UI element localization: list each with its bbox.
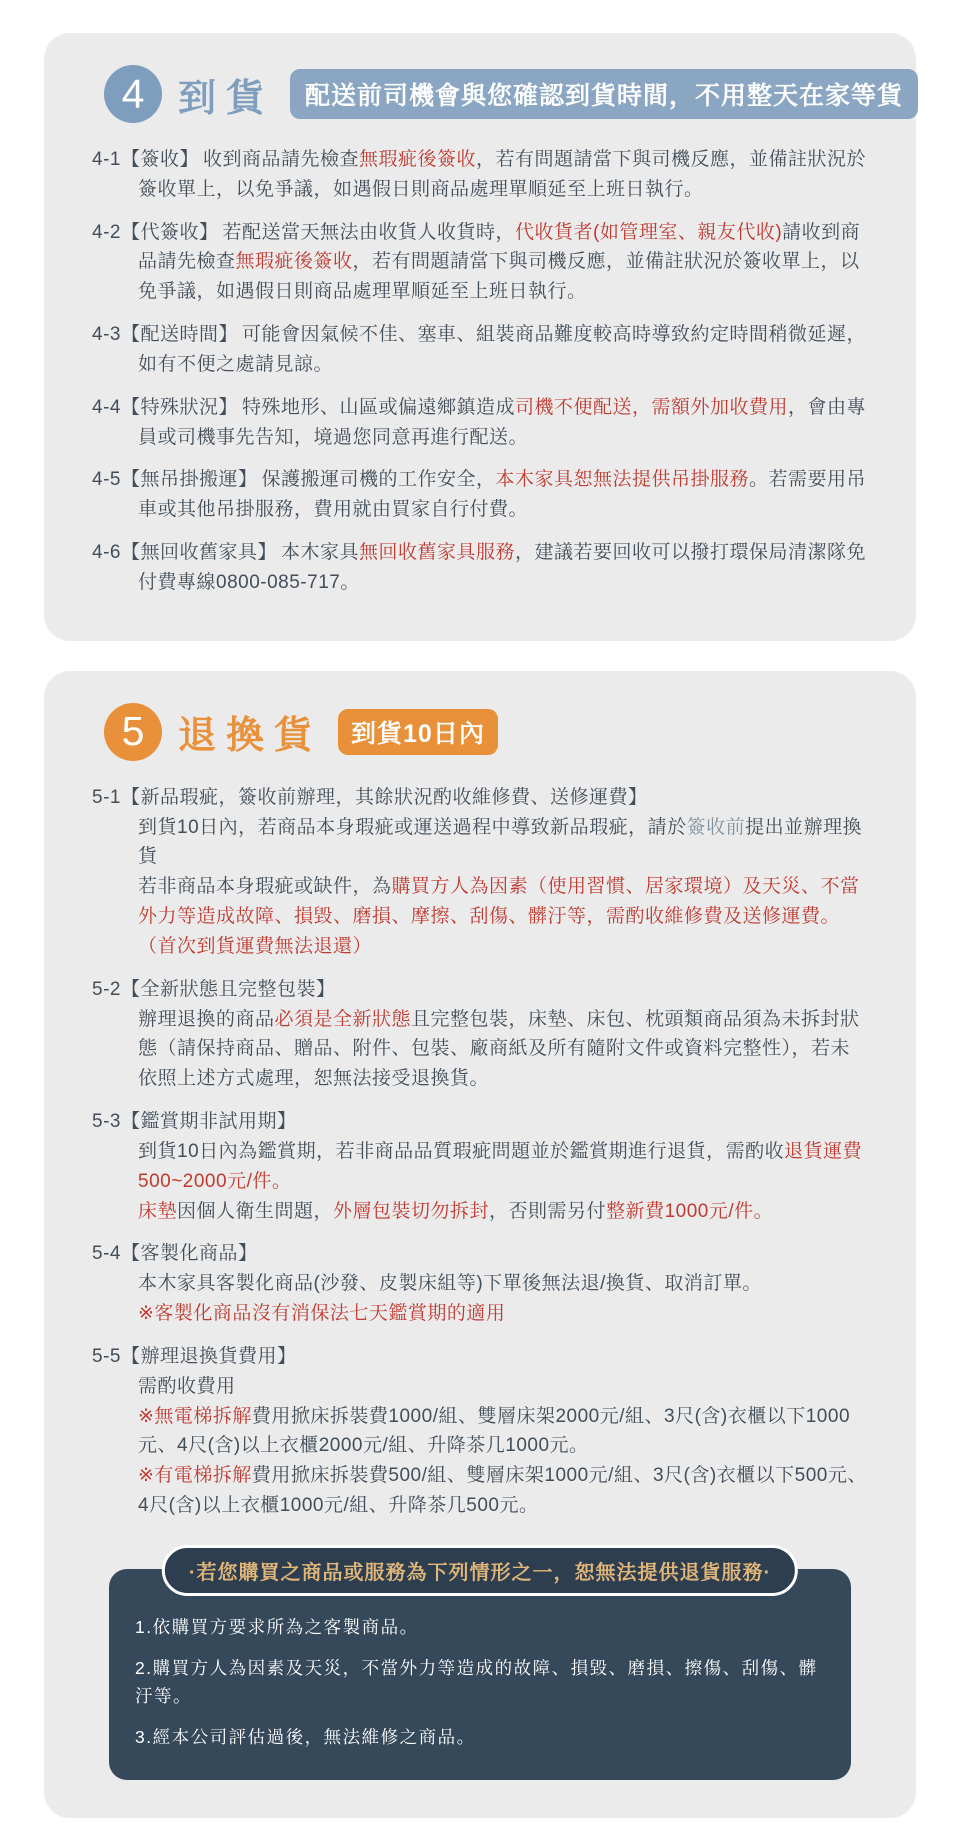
text-segment: 費用掀床拆裝費1000/組、雙層床架2000元/組、3尺(含)衣櫃以下1000元、4尺(含)以上衣櫃2000元/組、升降茶几1000元。	[138, 1405, 851, 1457]
highlighted-text: 必須是全新狀態	[274, 1008, 412, 1030]
policy-item-heading	[92, 1239, 868, 1269]
highlighted-text: 購買方人為因素（使用習慣、居家環境）及天災、不當外力等造成故障、損毀、磨損、摩擦、刮傷、髒汙等，需酌收維修費及送修運費。	[138, 876, 860, 928]
policy-item-5-2	[92, 975, 868, 1094]
policy-item-paragraph	[138, 872, 868, 932]
text-segment: ，建議若要回收可以撥打環保局清潔隊免付費專線0800-085-717。	[138, 542, 867, 593]
item-number: 4-3	[92, 324, 121, 346]
policy-item-paragraph	[138, 1269, 868, 1299]
item-number: 5-4	[92, 1243, 121, 1265]
notice-item: 2.購買方人為因素及天災，不當外力等造成的故障、損毀、磨損、擦傷、刮傷、髒汙等。	[135, 1657, 818, 1706]
item-label: 【客製化商品】	[120, 1243, 258, 1265]
item-number: 5-1	[92, 786, 121, 808]
item-number: 5-2	[92, 978, 121, 1000]
returns-items-list	[92, 783, 868, 1521]
text-segment: 到貨10日內為鑑賞期，若非商品品質瑕疵問題並於鑑賞期進行退貨，需酌收	[138, 1140, 785, 1162]
policy-item-4-3	[92, 320, 868, 380]
policy-item-heading	[92, 393, 868, 453]
item-number: 4-1	[92, 149, 121, 170]
section-title-returns: 退換貨	[178, 715, 323, 758]
policy-item-heading	[92, 975, 868, 1005]
policy-item-4-1	[92, 145, 868, 205]
delivery-items-list	[92, 145, 868, 598]
item-label: 【全新狀態且完整包裝】	[120, 978, 336, 1000]
policy-item-4-5	[92, 465, 868, 525]
highlighted-text: 無回收舊家具服務	[359, 542, 516, 564]
item-label: 【鑑賞期非試用期】	[120, 1111, 297, 1133]
policy-item-5-3	[92, 1107, 868, 1226]
section-number-badge: 5	[104, 703, 162, 761]
text-segment: 。若需要用吊車或其他吊掛服務，費用就由買家自行付費。	[138, 469, 867, 521]
policy-item-paragraph	[138, 1402, 868, 1462]
policy-item-paragraph	[138, 1137, 868, 1197]
highlighted-text: （首次到貨運費無法退還）	[138, 935, 373, 957]
text-segment: 特殊地形、山區或偏遠鄉鎮造成	[241, 396, 515, 418]
text-segment: 因個人衛生問題，	[177, 1200, 334, 1222]
delivery-section-header	[104, 65, 904, 123]
text-segment: ，若有問題請當下與司機反應，並備註狀況於簽收單上，以免爭議，如遇假日則商品處理單順延至上班日執行。	[138, 251, 860, 303]
highlighted-text: 代收貨者(如管理室、親友代收)	[515, 221, 783, 243]
highlighted-text: 本木家具恕無法提供吊掛服務	[495, 469, 750, 491]
text-segment: 收到商品請先檢查	[202, 149, 359, 170]
item-number: 4-2	[92, 221, 121, 243]
delivery-note-badge: 配送前司機會與您確認到貨時間，不用整天在家等貨	[290, 69, 918, 119]
text-segment: 若非商品本身瑕疵或缺件，為	[138, 876, 392, 898]
item-label: 【代簽收】	[120, 221, 219, 243]
text-segment: 到貨10日內，若商品本身瑕疵或運送過程中導致新品瑕疵，請於	[138, 816, 687, 838]
item-number: 5-5	[92, 1345, 121, 1367]
policy-item-4-6	[92, 538, 868, 598]
policy-item-heading	[92, 465, 868, 525]
highlighted-text: 外層包裝切勿拆封	[333, 1200, 490, 1222]
policy-item-paragraph	[138, 813, 868, 873]
text-segment: 費用掀床拆裝費500/組、雙層床架1000元/組、3尺(含)衣櫃以下500元、4尺(含)以上衣櫃1000元/組、升降茶几500元。	[138, 1465, 867, 1516]
item-label: 【無吊掛搬運】	[120, 469, 258, 491]
policy-item-heading	[92, 1342, 868, 1372]
policy-item-paragraph	[138, 1372, 868, 1402]
no-return-notice-box	[109, 1561, 851, 1780]
text-segment: 且完整包裝，床墊、床包、枕頭類商品須為未拆封狀態（請保持商品、贈品、附件、包裝、廠商紙及所有隨附文件或資料完整性），若未依照上述方式處理，恕無法接受退換貨。	[138, 1008, 860, 1090]
item-number: 4-6	[92, 542, 121, 564]
highlighted-text: 退貨運費500~2000元/件。	[138, 1140, 863, 1192]
no-return-notice-title: ·若您購買之商品或服務為下列情形之一，恕無法提供退貨服務·	[162, 1545, 798, 1596]
returns-section-card	[44, 671, 916, 1818]
text-segment: 簽收前	[686, 816, 746, 838]
policy-item-heading	[92, 145, 868, 205]
item-label: 【辦理退換貨費用】	[120, 1345, 297, 1367]
policy-item-paragraph	[138, 1461, 868, 1521]
text-segment: 若配送當天無法由收貨人收貨時，	[222, 221, 515, 243]
text-segment: 本木家具客製化商品(沙發、皮製床組等)下單後無法退/換貨、取消訂單。	[138, 1273, 762, 1295]
no-return-notice-list	[135, 1613, 825, 1751]
highlighted-text: 整新費1000元/件。	[606, 1200, 774, 1222]
highlighted-text: 無瑕疵後簽收	[359, 149, 477, 170]
policy-item-heading	[92, 1107, 868, 1137]
policy-item-heading	[92, 783, 868, 813]
highlighted-text: 無瑕疵後簽收	[235, 251, 353, 273]
policy-item-heading	[92, 538, 868, 598]
policy-item-4-2	[92, 218, 868, 307]
text-segment: 需酌收費用	[138, 1375, 236, 1397]
section-title-delivery: 到貨	[178, 77, 275, 120]
text-segment: 保護搬運司機的工作安全，	[261, 469, 496, 491]
policy-item-paragraph	[138, 932, 868, 962]
item-number: 4-5	[92, 469, 121, 491]
policy-item-5-1	[92, 783, 868, 962]
policy-item-paragraph	[138, 1299, 868, 1329]
policy-item-paragraph	[138, 1005, 868, 1094]
text-segment: ，若有問題請當下與司機反應，並備註狀況於簽收單上，以免爭議，如遇假日則商品處理單順延至上班日執行。	[138, 149, 867, 200]
text-segment: 提出並辦理換貨	[138, 816, 863, 868]
notice-item: 3.經本公司評估過後，無法維修之商品。	[135, 1726, 476, 1747]
text-segment: ，否則需另付	[489, 1200, 607, 1222]
policy-item-heading	[92, 218, 868, 307]
highlighted-text: 司機不便配送，需額外加收費用	[515, 396, 789, 418]
policy-item-paragraph	[138, 1197, 868, 1227]
highlighted-text: 床墊	[138, 1200, 178, 1222]
item-label: 【新品瑕疵，簽收前辦理，其餘狀況酌收維修費、送修運費】	[120, 786, 648, 808]
highlighted-text: ※客製化商品沒有消保法七天鑑賞期的適用	[138, 1303, 506, 1325]
text-segment: ，會由專員或司機事先告知，境過您同意再進行配送。	[138, 396, 867, 448]
text-segment: 請收到商品請先檢查	[138, 221, 861, 273]
section-number-badge: 4	[104, 65, 162, 123]
notice-item: 1.依購買方要求所為之客製商品。	[135, 1616, 419, 1637]
item-label: 【配送時間】	[120, 324, 238, 346]
policy-item-4-4	[92, 393, 868, 453]
item-number: 5-3	[92, 1111, 121, 1133]
delivery-section-card	[44, 33, 916, 641]
item-label: 【無回收舊家具】	[120, 542, 277, 564]
returns-period-badge: 到貨10日內	[338, 709, 498, 755]
highlighted-text: ※有電梯拆解	[138, 1465, 252, 1487]
item-label: 【特殊狀況】	[120, 396, 238, 418]
returns-section-header	[104, 703, 868, 761]
text-segment: 本木家具	[280, 542, 359, 564]
text-segment: 辦理退換的商品	[138, 1008, 275, 1030]
policy-item-5-4	[92, 1239, 868, 1328]
policy-item-5-5	[92, 1342, 868, 1521]
policy-item-heading	[92, 320, 868, 380]
highlighted-text: ※無電梯拆解	[138, 1405, 252, 1427]
item-number: 4-4	[92, 396, 121, 418]
item-label: 【簽收】	[120, 149, 199, 170]
text-segment: 可能會因氣候不佳、塞車、組裝商品難度較高時導致約定時間稍微延遲，如有不便之處請見諒。	[138, 324, 866, 375]
